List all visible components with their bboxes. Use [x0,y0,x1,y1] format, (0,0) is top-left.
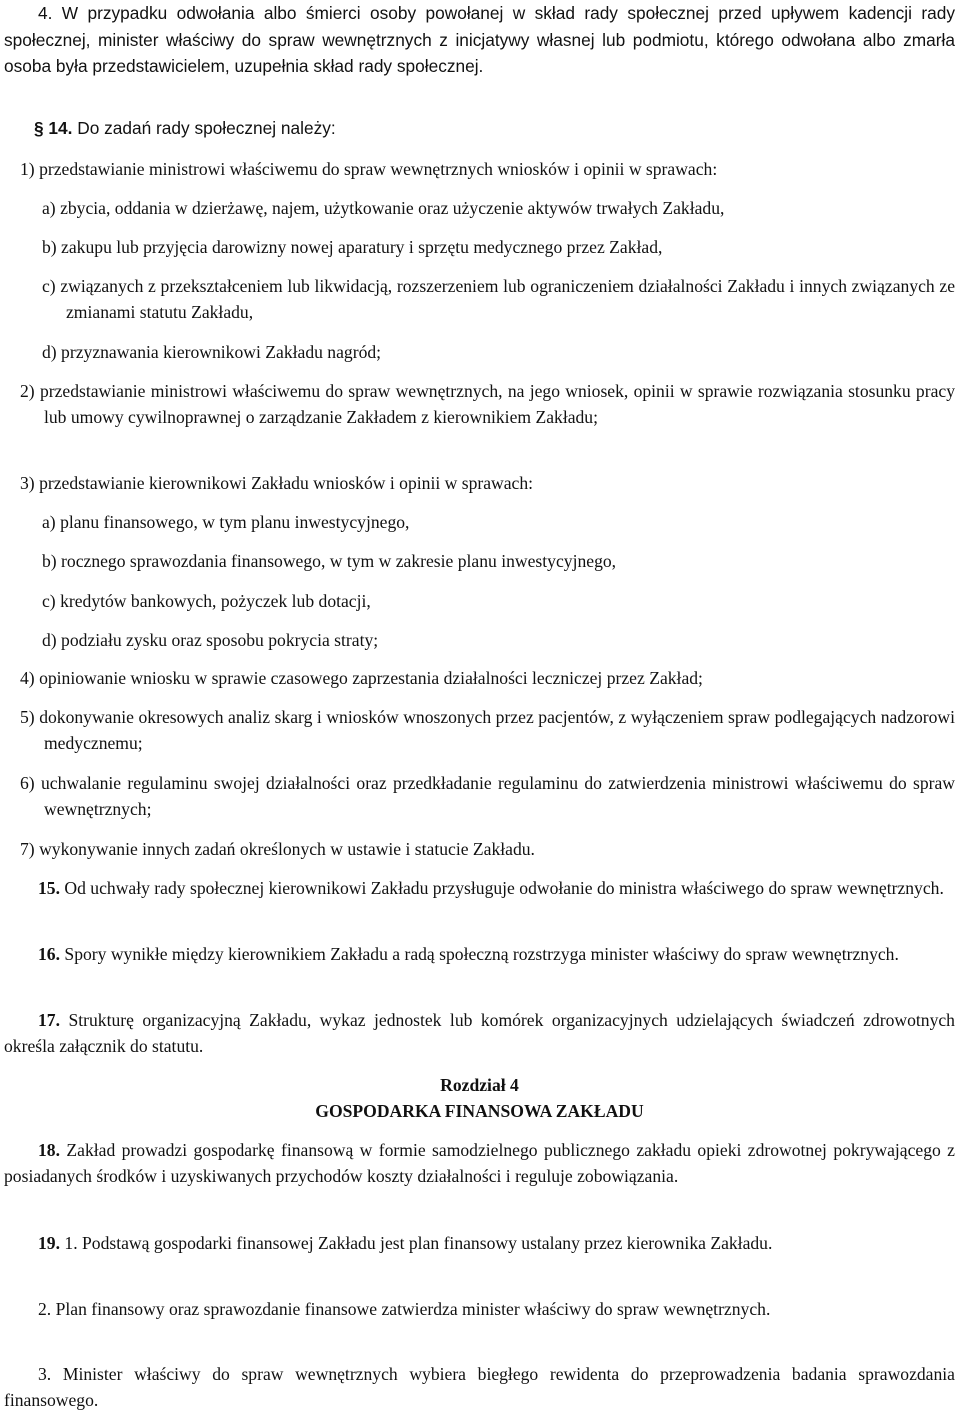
item-3-number: 3) [20,473,35,493]
item-1-number: 1) [20,159,35,179]
section-19-point-2: 2. Plan finansowy oraz sprawozdanie finansowe zatwierdza minister właściwy do spraw wewnętrznych. [38,1299,771,1319]
item-1a: a) zbycia, oddania w dzierżawę, najem, użytkowanie oraz użyczenie aktywów trwałych Zakładu, [42,198,725,218]
item-2 [20,379,955,430]
item-2-text: przedstawianie ministrowi właściwemu do spraw wewnętrznych, na jego wniosek, opinii w sprawie rozwiązania stosunku pracy lub umowy cywilnoprawnej o zarządzanie Zakładem z kierownikiem Zakładu; [39,381,955,427]
section-17 [4,1008,955,1059]
section-19-number: 19. [38,1233,60,1253]
section-16 [4,942,955,968]
section-18-text: Zakład prowadzi gospodarkę finansową w formie samodzielnego publicznego zakładu opieki zdrowotnej pokrywającego z posiadanych środków i uzyskiwanych przychodów koszty działalności i reguluje zobowiązania. [4,1140,955,1186]
item-6-text: uchwalanie regulaminu swojej działalności oraz przedkładanie regulaminu do zatwierdzenia ministrowi właściwemu do spraw wewnętrznych; [40,773,955,819]
section-15-text: Od uchwały rady społecznej kierownikowi Zakładu przysługuje odwołanie do ministra właściwego do spraw wewnętrznych. [64,878,944,898]
item-6-number: 6) [20,773,35,793]
item-4-text: opiniowanie wniosku w sprawie czasowego zaprzestania działalności leczniczej przez Zakład; [39,668,703,688]
item-5-text: dokonywanie okresowych analiz skarg i wniosków wnoszonych przez pacjentów, z wyłączeniem spraw podlegających nadzorowi medycznemu; [39,707,955,753]
item-3c: c) kredytów bankowych, pożyczek lub dotacji, [42,591,371,611]
item-3b: b) rocznego sprawozdania finansowego, w tym w zakresie planu inwestycyjnego, [42,551,617,571]
section-18 [4,1138,955,1189]
item-5-number: 5) [20,707,35,727]
item-1 [20,157,955,183]
section-15 [4,876,955,902]
item-3 [20,471,955,497]
item-1d: d) przyznawania kierownikowi Zakładu nagród; [42,342,382,362]
section-16-number: 16. [38,944,60,964]
chapter-heading: Rozdział 4 [440,1075,519,1095]
section-19-text: 1. Podstawą gospodarki finansowej Zakładu jest plan finansowy ustalany przez kierownika Zakładu. [64,1233,773,1253]
item-6 [20,771,955,822]
item-7-number: 7) [20,839,35,859]
item-4-number: 4) [20,668,35,688]
section-14 [34,116,954,142]
item-1-text: przedstawianie ministrowi właściwemu do spraw wewnętrznych wniosków i opinii w sprawach: [39,159,718,179]
section-17-number: 17. [38,1010,60,1030]
section-16-text: Spory wynikłe między kierownikiem Zakładu a radą społeczną rozstrzyga minister właściwy do spraw wewnętrznych. [64,944,899,964]
item-3d: d) podziału zysku oraz sposobu pokrycia straty; [42,630,379,650]
section-14-number: § 14. [34,118,73,138]
item-7-text: wykonywanie innych zadań określonych w ustawie i statucie Zakładu. [39,839,535,859]
section-18-number: 18. [38,1140,60,1160]
section-19-point-3: 3. Minister właściwy do spraw wewnętrznych wybiera biegłego rewidenta do przeprowadzenia badania sprawozdania finansowego. [4,1364,955,1410]
paragraph-4: 4. W przypadku odwołania albo śmierci osoby powołanej w skład rady społecznej przed upływem kadencji rady społecznej, minister właściwy do spraw wewnętrznych z inicjatywy własnej lub podmiotu, którego odwołana albo zmarła osoba była przedstawicielem, uzupełnia skład rady społecznej. [4,3,955,76]
section-14-text: Do zadań rady społecznej należy: [77,118,336,138]
item-7 [20,837,955,863]
item-1b: b) zakupu lub przyjęcia darowizny nowej aparatury i sprzętu medycznego przez Zakład, [42,237,663,257]
section-17-text: Strukturę organizacyjną Zakładu, wykaz jednostek lub komórek organizacyjnych udzielających świadczeń zdrowotnych określa załącznik do statutu. [4,1010,955,1056]
section-15-number: 15. [38,878,60,898]
item-4 [20,666,955,692]
item-5 [20,705,955,756]
item-3-text: przedstawianie kierownikowi Zakładu wniosków i opinii w sprawach: [39,473,534,493]
item-3a: a) planu finansowego, w tym planu inwestycyjnego, [42,512,410,532]
chapter-title: GOSPODARKA FINANSOWA ZAKŁADU [315,1101,644,1121]
section-19 [4,1231,955,1257]
item-1c: c) związanych z przekształceniem lub likwidacją, rozszerzeniem lub ograniczeniem działalności Zakładu i innych związanych ze zmianami statutu Zakładu, [42,276,955,322]
item-2-number: 2) [20,381,35,401]
